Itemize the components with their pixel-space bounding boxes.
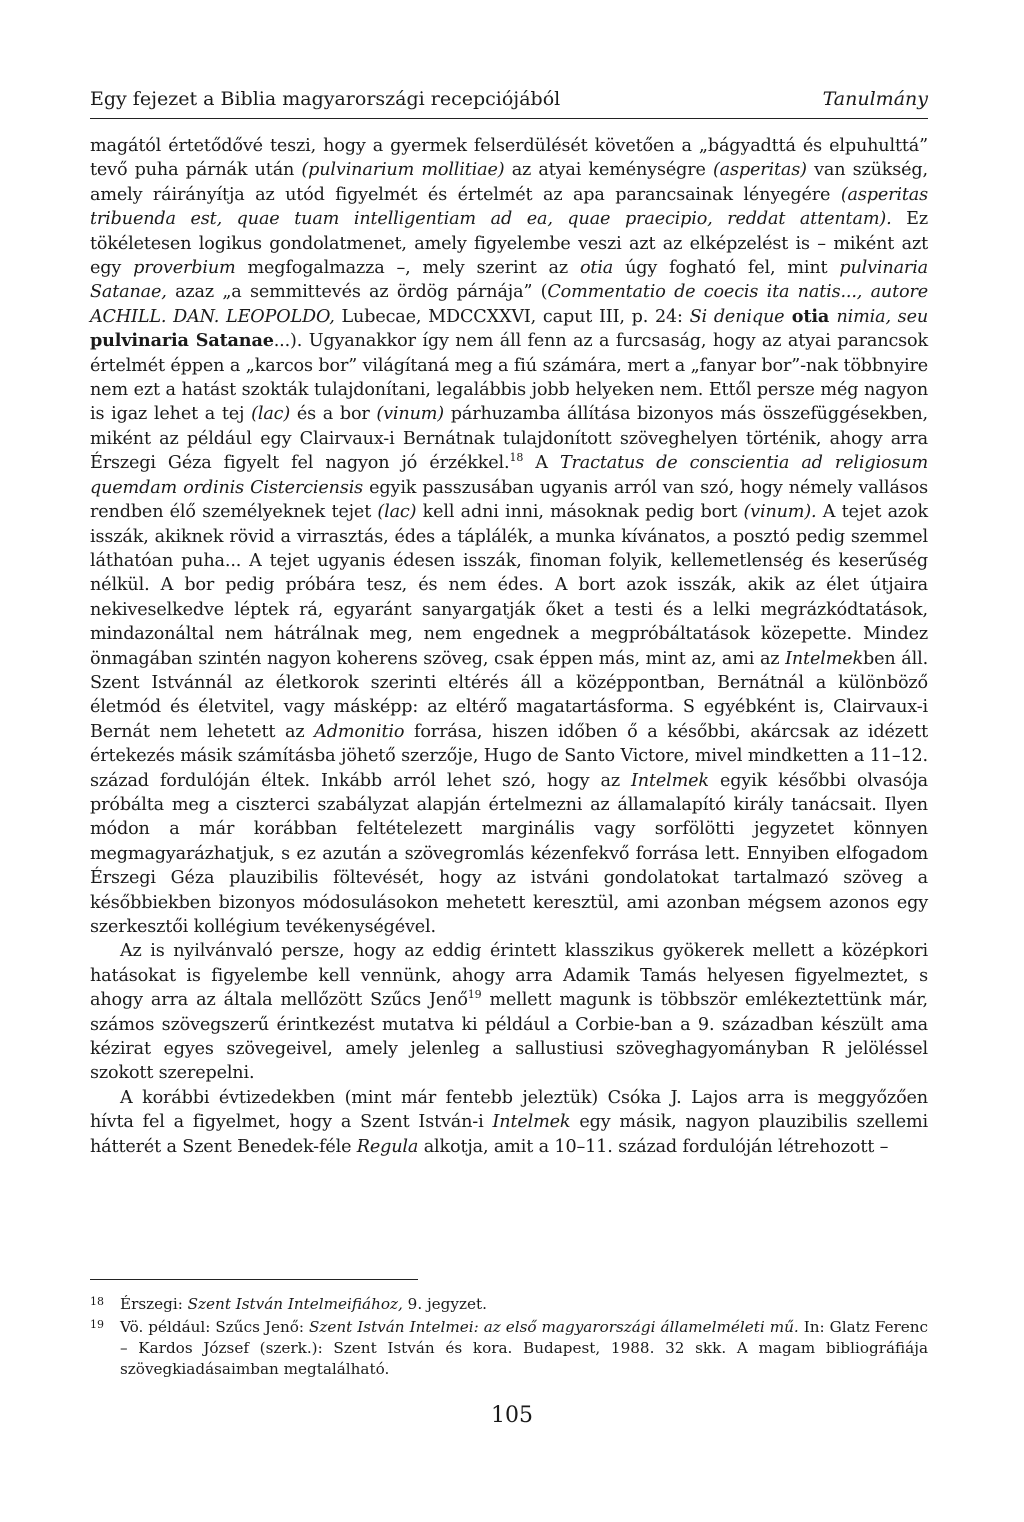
text-run: úgy fogható fel, mint: [613, 258, 840, 279]
footnote-19: [90, 1317, 928, 1380]
footnotes: [90, 1294, 928, 1382]
running-header: [90, 88, 928, 119]
text-run: egyik későbbi olvasója próbálta meg a ciszterci szabályzat alapján értelmezni az államalapító király tanácsait. Ilyen módon a már korábban feltételezett marginális vagy sorfölötti jegyzetet könnyen megmagyarázhatjuk, s ez azután a szövegromlás kézenfekvő forrása lett. Ennyiben elfogadom Érszegi Géza plauzibilis föltevését, hogy az istváni gondolatokat tartalmazó szöveg a későbbiekben bizonyos módosulásokon mehetett keresztül, ami azonban mégsem azonos egy szerkesztői kollégium tevékenységével.: [90, 770, 928, 937]
text-run-italic: Admonitio: [314, 721, 405, 742]
text-run-italic: (lac): [377, 502, 417, 523]
text-run: ...). Ugyanakkor így nem áll fenn az a furcsaság, hogy az atyai parancsok értelmét éppen a „karcos bor” világítaná meg a fiú számára, mert a „fanyar bor”-nak többnyire nem ezt a hatást szokták tulajdonítani, legalábbis jobb helyeken nem. Ettől persze még nagyon is igaz lehet a tej: [90, 331, 928, 425]
text-run: A tejet azok isszák, akiknek rövid a virrasztás, édes a táplálék, a munka kívánatos, a posztó pedig szemmel láthatóan puha... A tejet ugyanis édesen isszák, finoman folyik, kellemetlenség és keserűség nélkül. A bor pedig próbára tesz, és nem édes. A bort azok isszák, akik az élet útjaira nekiveselkedve léptek rá, egyaránt sanyargatják őket a testi és a lelki megrázkódtatások, mindazonáltal nem hátrálnak meg, nem engednek a megpróbáltatások közepette. Mindez önmagában szintén nagyon koherens szöveg, csak éppen más, mint az, ami az: [90, 502, 928, 669]
text-run: ben áll. Szent Istvánnál az életkorok szerinti eltérés áll a középpontban, Bernátnál a különböző életmód és életvitel, vagy másképp: az eltérő magatartásforma. S egyébként is, Clairvaux-i Bernát nem lehetett az: [90, 648, 929, 742]
footnote-text: 9. jegyzet.: [402, 1295, 487, 1313]
footnote-number: 18: [90, 1295, 104, 1308]
paragraph-2: [90, 939, 928, 1085]
text-run-italic: Commentatio de coecis ita natis..., autore ACHILL. DAN. LEOPOLDO,: [90, 282, 928, 327]
text-run: Lubecae, MDCCXXVI, caput III, p. 24:: [334, 306, 690, 327]
text-run-italic: pulvinaria Satanae,: [90, 258, 929, 303]
footnote-number: 19: [90, 1318, 104, 1331]
text-run-italic: (lac): [251, 404, 291, 425]
paragraph-3: [90, 1086, 928, 1159]
text-run: alkotja, amit a 10–11. század fordulóján létrehozott –: [418, 1136, 889, 1157]
text-run: megfogalmazza –, mely szerint az: [235, 258, 580, 279]
footnote-ref-18[interactable]: 18: [509, 451, 524, 465]
footnote-divider: [90, 1279, 418, 1280]
text-run-italic: nimia, seu: [836, 306, 929, 327]
text-run: egyik passzusában ugyanis arról van szó, hogy némely vallásos rendben élő személyeknek tejet: [90, 477, 928, 523]
text-run: párhuzamba állítása bizonyos más összefüggésekben, miként az például egy Clairvaux-i Bernátnak tulajdonított szöveghelyen történik, ahogy arra Érszegi Géza figyelt fel nagyon jó érzékkel.: [90, 404, 929, 474]
text-run: egy másik, nagyon plauzibilis szellemi hátterét a Szent Benedek-féle: [90, 1112, 929, 1157]
text-run-italic: (asperitas tribuenda est, quae tuam intelligentiam ad ea, quae praecipio, reddat attentam).: [90, 184, 928, 230]
text-run-italic: (vinum): [376, 404, 444, 425]
running-title: Egy fejezet a Biblia magyarországi recepciójából: [90, 88, 561, 110]
text-run: Ez tökéletesen logikus gondolatmenet, amely figyelembe veszi azt az elképzelést is – miként azt egy: [90, 209, 928, 279]
text-run-italic: Tractatus de conscientia ad religiosum quemdam ordinis Cisterciensis: [90, 453, 928, 498]
footnote-text: Vö. például: Szűcs Jenő:: [120, 1318, 309, 1336]
footnote-text-italic: Szent István Intelmeifiához,: [187, 1295, 403, 1313]
footnote-ref-19[interactable]: 19: [467, 988, 482, 1002]
text-run: forrása, hiszen időben ő a későbbi, akárcsak az idézett értekezés másik számításba jöhető szerzője, Hugo de Santo Victore, mivel mindketten a 11–12. század fordulóján éltek. Inkább arról lehet szó, hogy az: [90, 721, 928, 791]
text-run: azaz „a semmittevés az ördög párnája” (: [166, 282, 548, 303]
text-run-italic: Si denique: [689, 306, 785, 327]
footnote-text: Érszegi:: [120, 1295, 188, 1313]
text-run-italic: Intelmek: [492, 1112, 571, 1133]
text-run: mellett magunk is többször emlékeztettünk már, számos szövegszerű érintkezést mutatva ki például a Corbie-ban a 9. században készült ama kézirat egyes szövegeivel, amely jelenleg a sallustiusi szöveghagyományban R jelöléssel szokott szerepelni.: [90, 990, 928, 1084]
main-text: [90, 134, 928, 1159]
text-run: kell adni inni, másoknak pedig bort: [416, 502, 744, 523]
text-run-italic: Intelmek: [785, 648, 864, 669]
page-number: 105: [491, 1403, 533, 1428]
section-label: Tanulmány: [822, 88, 928, 110]
text-run-bold: otia: [784, 305, 837, 327]
text-run: van szükség, amely ráirányítja az utód figyelmét és értelmét az apa parancsainak lényegére: [90, 160, 928, 205]
text-run: magától értetődővé teszi, hogy a gyermek felserdülését követően a „bágyadttá és elpuhulttá” tevő puha párnák után: [90, 136, 928, 181]
text-run: és a bor: [290, 404, 377, 425]
text-run-italic: (pulvinarium mollitiae): [301, 160, 505, 181]
paragraph-1: [90, 134, 928, 939]
text-run: az atyai keménységre: [504, 160, 713, 181]
footnote-text-italic: Szent István Intelmei: az első magyarországi államelméleti mű.: [309, 1318, 799, 1336]
footnote-text: In: Glatz Ferenc – Kardos József (szerk.): Szent István és kora. Budapest, 1988. 32 skk. A magam bibliográfiája szövegkiadásaimban megtalálható.: [120, 1318, 929, 1378]
text-run: A: [523, 453, 560, 474]
footnote-18: [90, 1294, 928, 1315]
text-run-italic: Regula: [356, 1136, 419, 1157]
text-run-italic: otia: [579, 258, 614, 279]
text-run-italic: proverbium: [133, 258, 236, 279]
text-run: A korábbi évtizedekben (mint már fentebb jeleztük) Csóka J. Lajos arra is meggyőzően hívta fel a figyelmet, hogy a Szent István-i: [90, 1087, 928, 1133]
text-run-italic: Intelmek: [630, 770, 709, 791]
text-run-italic: (vinum).: [743, 502, 817, 523]
text-run-italic: (asperitas): [712, 160, 807, 181]
text-run-bold: pulvinaria Satanae: [90, 330, 274, 352]
text-run: Az is nyilvánvaló persze, hogy az eddig érintett klasszikus gyökerek mellett a középkori hatásokat is figyelembe kell vennünk, ahogy arra Adamik Tamás helyesen figyelmeztet, s ahogy arra az általa mellőzött Szűcs Jenő: [90, 941, 928, 1011]
